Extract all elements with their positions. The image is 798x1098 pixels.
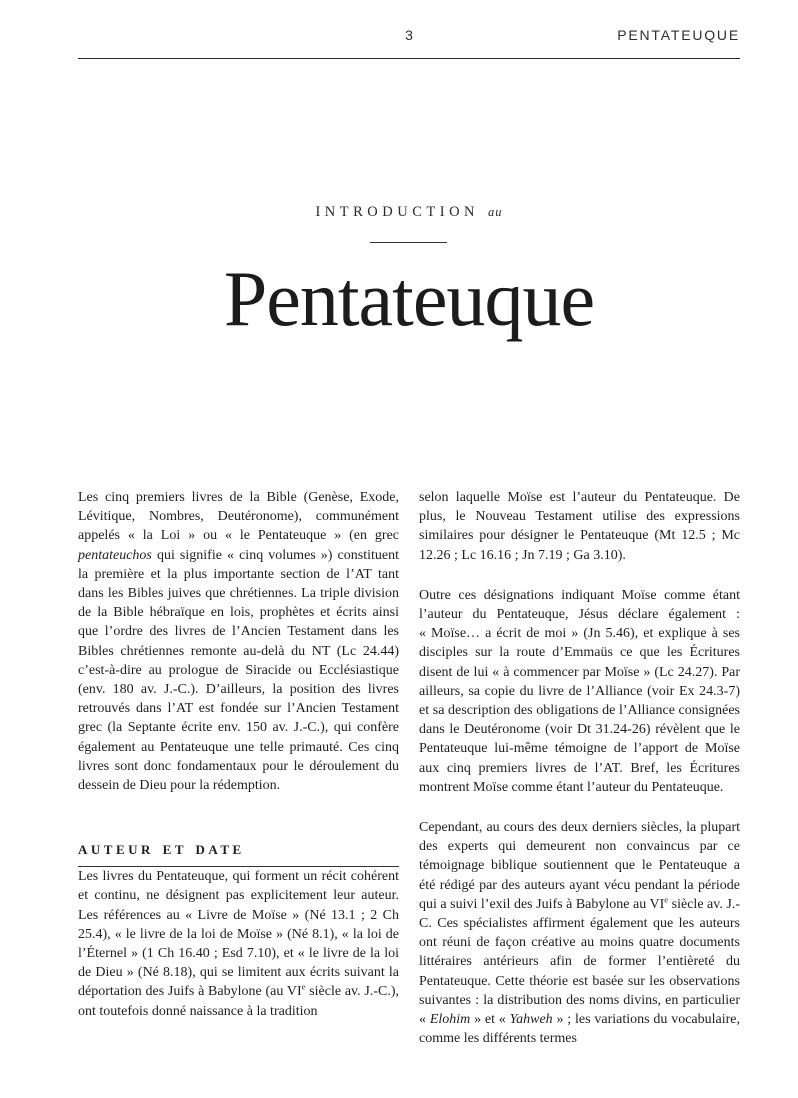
paragraph-right-3: Cependant, au cours des deux derniers siècles, la plupart des experts qui demeurent non convaincus par ce témoignage biblique soutiennent que le Pentateuque a été rédigé par des auteurs ayant vécu pendant la période qui a suivi l’exil des Juifs à Babylone au VIe siècle av. J.-C. Ces spécialistes affirment également que les auteurs ont réuni de façon créative au moins quatre documents littéraires antérieurs afin de former l’entièreté du Pentateuque. Cette théorie est basée sur les observations suivantes : la distribution des noms divins, en particulier « Elohim » et « Yahweh » ; les variations du vocabulaire, comme les différents termes: [419, 820, 740, 1047]
paragraph-left-1: Les cinq premiers livres de la Bible (Genèse, Exode, Lévitique, Nombres, Deutéronome), communément appelés « la Loi » ou « le Pentateuque » (en grec pentateuchos qui signifie « cinq volumes ») constituent la première et la plus importante section de l’AT tant dans les Bibles juives que chrétiennes. La triple division de la Bible hébraïque en lois, prophètes et écrits ainsi que l’ordre des livres de l’Ancien Testament dans les Bibles chrétiennes remonte au-delà du NT (Lc 24.44) c’est-à-dire au prologue de Siracide ou Ecclésiastique (env. 180 av. J.-C.). D’ailleurs, la position des livres retrouvés dans l’AT est fondée sur l’Ancien Testament grec (la Septante écrite env. 150 av. J.-C.), qui confère également au Pentateuque une telle primauté. Ces cinq livres sont donc fondamentaux pour le déroulement du dessein de Dieu pour la rédemption.: [78, 490, 399, 794]
left-column: [78, 488, 399, 1048]
kicker-qualifier: au: [488, 205, 503, 219]
page-number: 3: [405, 27, 413, 43]
header-rule: [78, 58, 740, 59]
kicker-rule: [370, 242, 447, 243]
paragraph-right-1: selon laquelle Moïse est l’auteur du Pentateuque. De plus, le Nouveau Testament utilise des expressions similaires pour désigner le Pentateuque (Mt 12.5 ; Mc 12.26 ; Lc 16.16 ; Jn 7.19 ; Ga 3.10).: [419, 490, 740, 563]
kicker-label: INTRODUCTION: [315, 204, 480, 220]
introduction-kicker: [78, 203, 740, 221]
paragraph-right-2: Outre ces désignations indiquant Moïse comme étant l’auteur du Pentateuque, Jésus déclare également : « Moïse… a écrit de moi » (Jn 5.46), et explique à ses disciples sur la route d’Emmaüs ce que les Écritures disent de lui « à commencer par Moïse » (Lc 24.27). Par ailleurs, sa copie du livre de l’Alliance (voir Ex 24.3-7) et sa description des obligations de l’Alliance consignées dans le Deutéronome (voir Dt 31.24-26) révèlent que le Pentateuque lui-même témoigne de l’apport de Moïse aux cinq premiers livres de l’AT. Bref, les Écritures montrent Moïse comme étant l’auteur du Pentateuque.: [419, 587, 740, 795]
right-column: [419, 488, 740, 1048]
text-columns: [78, 488, 740, 1048]
paragraph-left-2: Les livres du Pentateuque, qui forment un récit cohérent et continu, ne désignent pas explicitement leur auteur. Les références au « Livre de Moïse » (Né 13.1 ; 2 Ch 25.4), « le livre de la loi de Moïse » (Né 8.1), « la loi de l’Éternel » (1 Ch 16.40 ; Esd 7.10), et « le livre de la loi de Dieu » (Né 8.18), qui se limitent aux écrits suivant la déportation des Juifs à Babylone (au VIe siècle av. J.-C.), ont toutefois donné naissance à la tradition: [78, 869, 399, 1019]
page-title: Pentateuque: [223, 255, 595, 342]
section-heading-block: [78, 841, 399, 867]
running-header-title: PENTATEUQUE: [617, 27, 740, 43]
running-header: [78, 27, 740, 45]
section-heading-auteur-et-date: AUTEUR ET DATE: [78, 842, 245, 858]
